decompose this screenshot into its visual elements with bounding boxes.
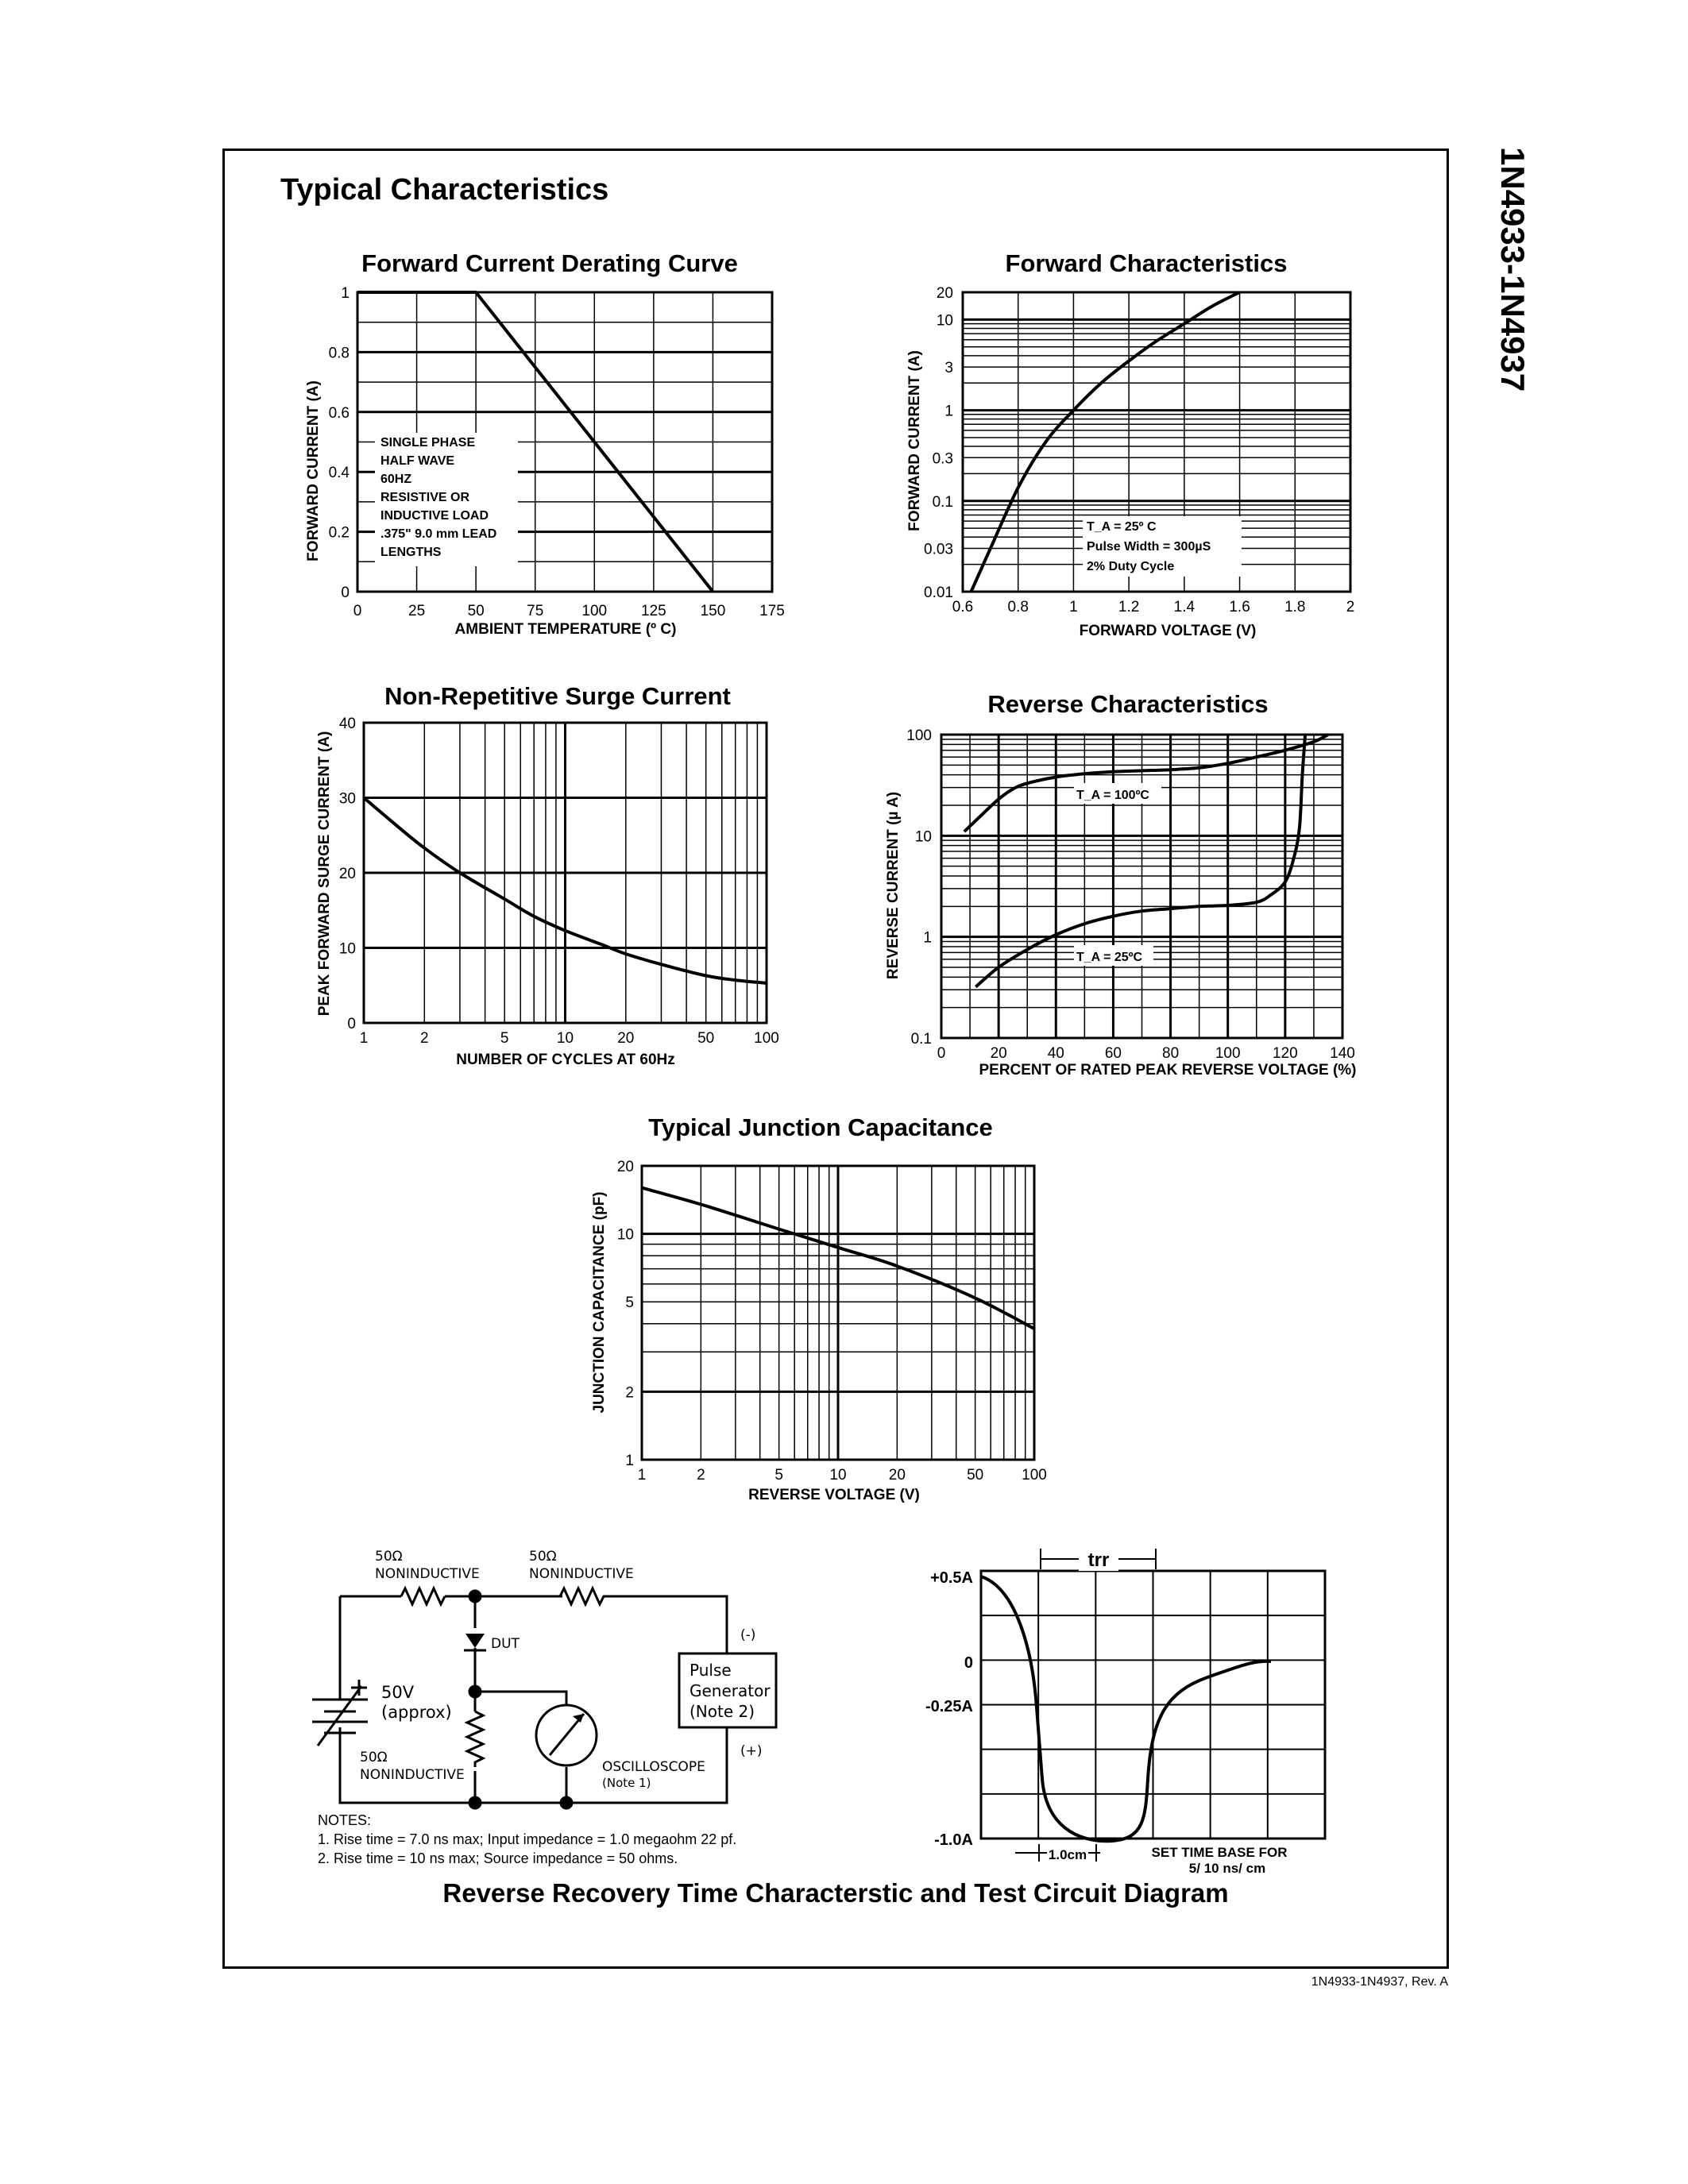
y-tick-label: 0 xyxy=(964,1654,973,1672)
annotation-line: .375" 9.0 mm LEAD xyxy=(380,527,497,541)
r2-type: NONINDUCTIVE xyxy=(529,1566,634,1582)
x-axis-label: REVERSE VOLTAGE (V) xyxy=(748,1487,920,1503)
y-tick-label: 3 xyxy=(944,360,953,377)
y-tick-label: 0.2 xyxy=(328,524,350,542)
x-tick-label: 20 xyxy=(617,1030,635,1047)
x-tick-label: 1 xyxy=(637,1467,647,1484)
y-tick-label: 0.01 xyxy=(924,585,953,601)
note-2: 2. Rise time = 10 ns max; Source impedance = 50 ohms. xyxy=(318,1850,678,1866)
x-tick-label: 20 xyxy=(990,1045,1007,1062)
y-tick-label: 10 xyxy=(914,828,932,846)
chart-recovery xyxy=(925,1547,1325,1876)
annotation-line: 2% Duty Cycle xyxy=(1087,560,1175,573)
chart-surge xyxy=(316,682,779,1068)
label-25c: T_A = 25ºC xyxy=(1076,951,1143,964)
x-tick-label: 50 xyxy=(467,603,485,619)
x-tick-label: 20 xyxy=(888,1467,906,1484)
y-tick-label: 0.8 xyxy=(328,345,350,362)
x-axis-label: NUMBER OF CYCLES AT 60Hz xyxy=(456,1051,675,1068)
r1-type: NONINDUCTIVE xyxy=(375,1566,480,1582)
chart-title: Forward Characteristics xyxy=(1005,249,1288,277)
y-tick-label: 0 xyxy=(341,585,350,601)
chart-title: Forward Current Derating Curve xyxy=(361,249,738,277)
x-tick-label: 1.4 xyxy=(1173,599,1196,615)
pulse-label-2: Generator xyxy=(689,1681,771,1700)
notes xyxy=(318,1811,736,1868)
x-tick-label: 150 xyxy=(700,603,726,619)
y-tick-label: 20 xyxy=(338,866,356,882)
annotation-line: T_A = 25º C xyxy=(1087,520,1157,534)
x-tick-label: 1.6 xyxy=(1229,599,1250,615)
note-1: 1. Rise time = 7.0 ns max; Input impedance = 1.0 megaohm 22 pf. xyxy=(318,1831,737,1847)
trr-label: trr xyxy=(1087,1549,1110,1571)
annotation-line: LENGTHS xyxy=(380,546,442,559)
r2-value: 50Ω xyxy=(529,1549,557,1565)
x-tick-label: 50 xyxy=(697,1030,715,1047)
x-tick-label: 40 xyxy=(1047,1045,1064,1062)
y-tick-label: 10 xyxy=(338,940,356,958)
scale-label: 1.0cm xyxy=(1048,1847,1087,1862)
x-tick-label: 0.6 xyxy=(952,599,974,615)
chart-reverse xyxy=(885,690,1357,1078)
series-labels xyxy=(1074,783,1161,966)
notes-title: NOTES: xyxy=(318,1812,372,1828)
y-axis-label: JUNCTION CAPACITANCE (pF) xyxy=(591,1191,608,1414)
minus-label: (-) xyxy=(740,1627,756,1643)
y-tick-label: 20 xyxy=(616,1159,634,1175)
dut-diode xyxy=(465,1634,485,1648)
y-axis-label: FORWARD CURRENT (A) xyxy=(305,380,322,561)
x-tick-label: 50 xyxy=(967,1467,984,1484)
y-tick-label: 1 xyxy=(341,285,350,302)
y-tick-label: 1 xyxy=(625,1453,634,1469)
y-axis-label: PEAK FORWARD SURGE CURRENT (A) xyxy=(316,731,333,1017)
x-axis-label: PERCENT OF RATED PEAK REVERSE VOLTAGE (%) xyxy=(979,1062,1357,1078)
x-axis-label: AMBIENT TEMPERATURE (º C) xyxy=(454,621,677,638)
y-tick-label: 10 xyxy=(936,312,953,330)
chart-forward xyxy=(906,249,1354,639)
y-tick-label: 40 xyxy=(338,716,356,732)
x-tick-label: 2 xyxy=(420,1030,429,1047)
x-tick-label: 1 xyxy=(359,1030,369,1047)
ticks xyxy=(906,727,1355,1062)
label-100c: T_A = 100ºC xyxy=(1076,789,1149,802)
x-tick-label: 10 xyxy=(829,1467,847,1484)
x-tick-label: 100 xyxy=(581,603,608,619)
grid xyxy=(981,1571,1325,1839)
x-tick-label: 0 xyxy=(937,1045,946,1062)
y-tick-label: 100 xyxy=(906,727,932,744)
y-tick-label: -1.0A xyxy=(934,1831,973,1849)
source-value: 50V xyxy=(381,1683,415,1702)
annotation-line: RESISTIVE OR xyxy=(380,491,470,504)
page-heading: Typical Characteristics xyxy=(280,173,609,206)
grid xyxy=(642,1166,1034,1460)
timebase-label-2: 5/ 10 ns/ cm xyxy=(1188,1861,1266,1876)
x-tick-label: 120 xyxy=(1273,1045,1298,1062)
y-tick-label: 0.4 xyxy=(328,465,350,482)
y-tick-label: 20 xyxy=(936,285,953,302)
x-tick-label: 0.8 xyxy=(1007,599,1029,615)
bottom-title: Reverse Recovery Time Characterstic and Test Circuit Diagram xyxy=(442,1878,1229,1908)
x-tick-label: 0 xyxy=(353,603,362,619)
y-tick-label: 10 xyxy=(616,1226,634,1244)
scope-label: OSCILLOSCOPE xyxy=(602,1759,705,1775)
x-axis-label: FORWARD VOLTAGE (V) xyxy=(1079,623,1257,639)
x-tick-label: 140 xyxy=(1330,1045,1355,1062)
x-tick-label: 1.8 xyxy=(1284,599,1306,615)
ticks xyxy=(617,1159,1047,1484)
x-tick-label: 100 xyxy=(1022,1467,1047,1484)
chart-title: Typical Junction Capacitance xyxy=(648,1113,993,1141)
annotation-line: HALF WAVE xyxy=(380,454,455,468)
r3-type: NONINDUCTIVE xyxy=(360,1767,465,1783)
x-tick-label: 5 xyxy=(774,1467,783,1484)
resistor-2 xyxy=(560,1588,612,1604)
annotation-line: INDUCTIVE LOAD xyxy=(380,509,489,523)
plus-label: (+) xyxy=(740,1743,763,1759)
source-approx: (approx) xyxy=(381,1703,452,1722)
y-tick-label: 30 xyxy=(338,790,356,808)
y-tick-label: 0 xyxy=(347,1016,356,1032)
resistor-3 xyxy=(467,1711,483,1767)
y-tick-label: 1 xyxy=(944,403,953,420)
y-tick-label: 0.3 xyxy=(932,450,953,468)
x-tick-label: 125 xyxy=(641,603,666,619)
y-axis-label: REVERSE CURRENT (µ A) xyxy=(885,791,902,980)
y-tick-label: 0.6 xyxy=(328,404,350,422)
y-tick-label: 2 xyxy=(625,1384,634,1402)
annotation-line: SINGLE PHASE xyxy=(380,436,476,450)
x-tick-label: 2 xyxy=(1346,599,1355,615)
y-tick-label: 1 xyxy=(923,929,932,947)
dut-label: DUT xyxy=(491,1636,520,1652)
side-title-text: 1N4933-1N4937 xyxy=(1494,147,1532,392)
chart-derating xyxy=(305,249,785,638)
y-tick-label: +0.5A xyxy=(930,1569,973,1587)
y-tick-label: 0.1 xyxy=(910,1031,932,1048)
x-tick-label: 1.2 xyxy=(1118,599,1140,615)
x-tick-label: 75 xyxy=(527,603,544,619)
grid xyxy=(364,723,767,1023)
r1-value: 50Ω xyxy=(375,1549,403,1565)
scope-note: (Note 1) xyxy=(602,1776,651,1790)
annotation-line: Pulse Width = 300µS xyxy=(1087,540,1211,554)
ticks xyxy=(925,1569,973,1849)
x-tick-label: 175 xyxy=(759,603,785,619)
y-tick-label: 0.1 xyxy=(932,493,953,511)
y-tick-label: -0.25A xyxy=(925,1698,973,1715)
chart-capacitance xyxy=(591,1113,1047,1503)
annotation-line: 60HZ xyxy=(380,473,412,486)
resistor-1 xyxy=(401,1588,445,1604)
x-tick-label: 25 xyxy=(408,603,426,619)
chart-title: Non-Repetitive Surge Current xyxy=(384,682,731,710)
x-tick-label: 80 xyxy=(1162,1045,1180,1062)
r3-value: 50Ω xyxy=(360,1750,388,1765)
pulse-label-1: Pulse xyxy=(689,1661,732,1680)
x-tick-label: 2 xyxy=(697,1467,705,1484)
x-tick-label: 5 xyxy=(500,1030,509,1047)
chart-title: Reverse Characteristics xyxy=(987,690,1269,718)
pulse-label-3: (Note 2) xyxy=(689,1702,755,1721)
y-tick-label: 5 xyxy=(625,1295,634,1312)
y-tick-label: 0.03 xyxy=(924,541,953,558)
circuit-labels xyxy=(360,1549,771,1790)
x-tick-label: 100 xyxy=(754,1030,779,1047)
y-axis-label: FORWARD CURRENT (A) xyxy=(906,350,923,531)
x-tick-label: 10 xyxy=(556,1030,574,1047)
timebase-label-1: SET TIME BASE FOR xyxy=(1151,1845,1288,1860)
x-tick-label: 100 xyxy=(1215,1045,1241,1062)
x-tick-label: 1 xyxy=(1069,599,1078,615)
x-tick-label: 60 xyxy=(1104,1045,1122,1062)
footer-text: 1N4933-1N4937, Rev. A xyxy=(1311,1975,1448,1989)
ticks xyxy=(339,716,779,1047)
